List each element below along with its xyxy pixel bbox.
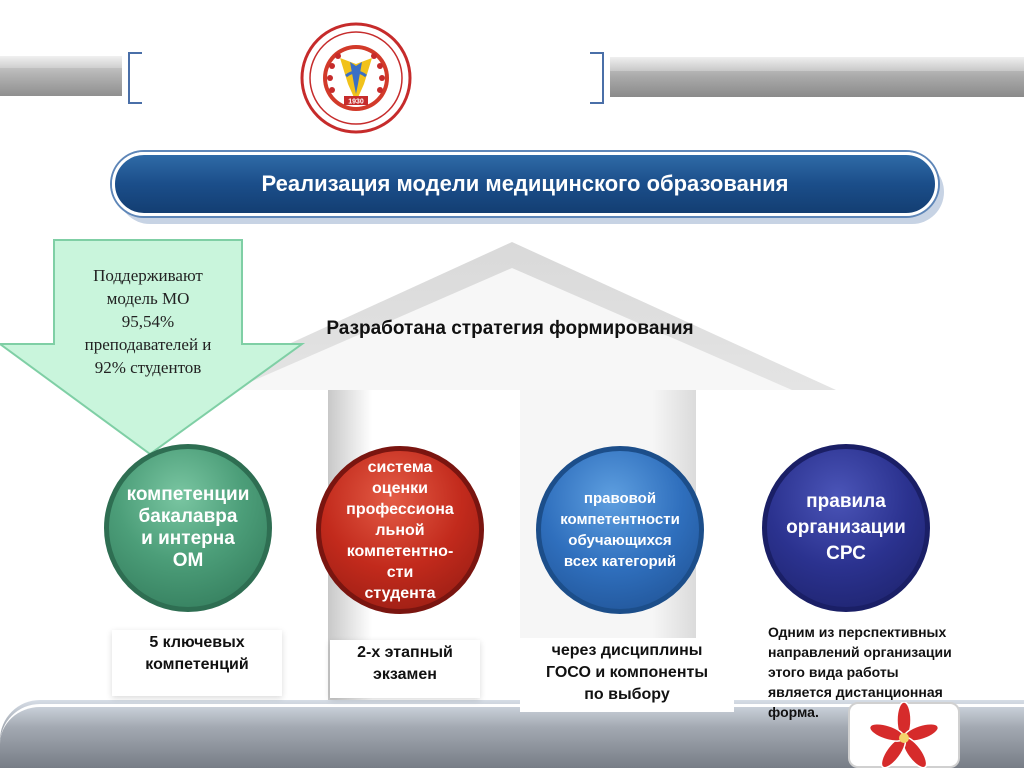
circle-line: система [367, 458, 433, 476]
circle-line: правила [806, 491, 886, 512]
circle-line: всех категорий [563, 553, 677, 570]
circle-line: компетентности [560, 511, 680, 528]
label-key-competencies [112, 630, 282, 696]
circle-competencies [104, 444, 272, 612]
label-line: Одним из перспективных [768, 624, 947, 640]
circle-line: профессиона [346, 500, 454, 518]
svg-text:1930: 1930 [348, 98, 364, 106]
circle-line: студента [364, 584, 436, 602]
label-line: форма. [768, 704, 819, 720]
circle-line: льной [375, 521, 425, 539]
flower-icon [852, 702, 956, 768]
support-line: Поддерживают [93, 266, 203, 285]
support-line: 92% студентов [94, 358, 202, 377]
label-two-stage-exam [330, 640, 480, 698]
label-line: направлений организации [768, 644, 952, 660]
circle-line: сти [386, 563, 414, 581]
circle-line: обучающихся [568, 532, 672, 549]
label-line: этого вида работы [768, 664, 899, 680]
label-line: компетенций [145, 656, 249, 673]
label-disciplines [520, 638, 734, 712]
label-line: ГОСО и компоненты [546, 664, 708, 681]
circle-legal-competence [536, 446, 704, 614]
circle-line: бакалавра [138, 506, 238, 527]
label-line: является дистанционная [768, 684, 943, 700]
circle-line: правовой [583, 490, 657, 507]
circle-line: компетенции [126, 484, 250, 505]
circle-line: организации [786, 517, 906, 538]
circle-line: и интерна [141, 528, 235, 549]
support-arrow-text [62, 264, 234, 379]
circle-line: оценки [371, 479, 428, 497]
circle-assessment-system [316, 446, 484, 614]
circle-srs-rules [762, 444, 930, 612]
strategy-heading: Разработана стратегия формирования [326, 318, 694, 339]
circle-line: компетентно- [346, 542, 454, 560]
circle-line: ОМ [172, 550, 204, 571]
label-line: 2-х этапный [357, 644, 453, 661]
label-line: по выбору [584, 686, 670, 703]
circle-line: СРС [826, 543, 866, 564]
label-line: через дисциплины [551, 642, 703, 659]
label-line: 5 ключевых [149, 634, 245, 651]
support-line: 95,54% [121, 312, 175, 331]
slide-title: Реализация модели медицинского образования [261, 171, 789, 196]
support-line: преподавателей и [84, 335, 212, 354]
label-line: экзамен [373, 666, 437, 683]
support-line: модель МО [106, 289, 190, 308]
